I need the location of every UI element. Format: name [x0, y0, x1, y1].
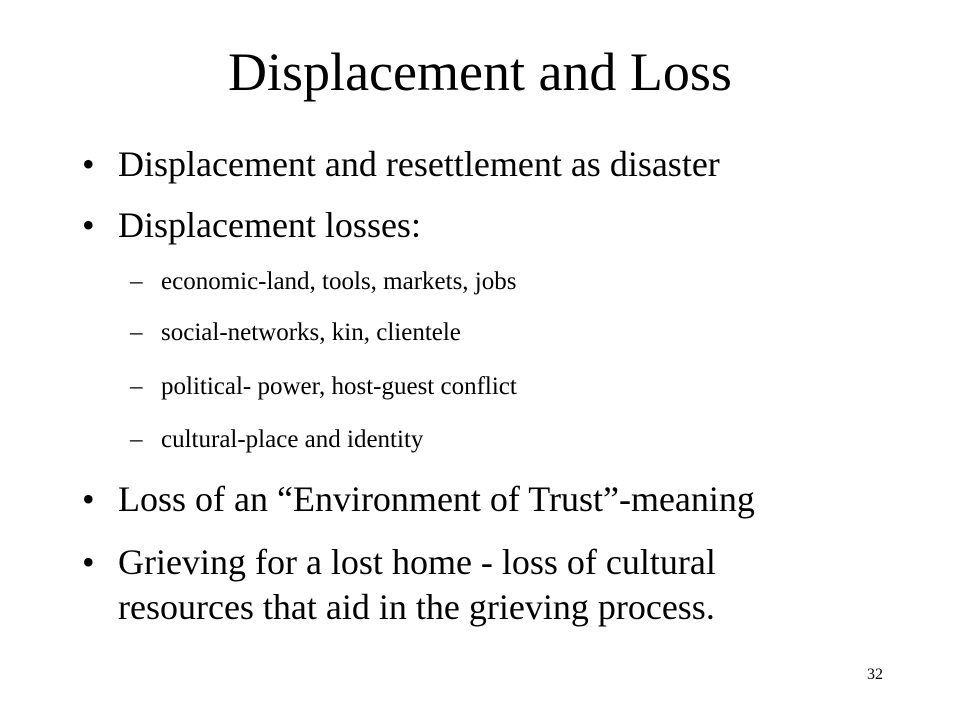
- bullet-continuation-text: resources that aid in the grieving process.: [118, 587, 715, 627]
- bullet-text: Loss of an “Environment of Trust”-meaning: [118, 479, 755, 519]
- bullet-text: Grieving for a lost home - loss of cultural: [118, 542, 716, 582]
- dash-icon: –: [130, 319, 143, 346]
- dash-icon: –: [130, 373, 143, 400]
- dash-icon: –: [130, 268, 143, 295]
- sub-bullet-text: social-networks, kin, clientele: [161, 319, 461, 346]
- sub-bullet-text: cultural-place and identity: [161, 426, 424, 453]
- sub-bullet-text: economic-land, tools, markets, jobs: [161, 268, 517, 295]
- bullet-dot-icon: •: [82, 542, 95, 582]
- bullet-text: Displacement losses:: [118, 205, 421, 245]
- slide-title: Displacement and Loss: [228, 42, 732, 102]
- bullet-dot-icon: •: [82, 205, 95, 245]
- bullet-text: Displacement and resettlement as disaster: [118, 144, 720, 184]
- sub-bullet-text: political- power, host-guest conflict: [161, 373, 517, 400]
- bullet-dot-icon: •: [82, 479, 95, 519]
- page-number: 32: [867, 666, 883, 683]
- dash-icon: –: [130, 426, 143, 453]
- bullet-dot-icon: •: [82, 144, 95, 184]
